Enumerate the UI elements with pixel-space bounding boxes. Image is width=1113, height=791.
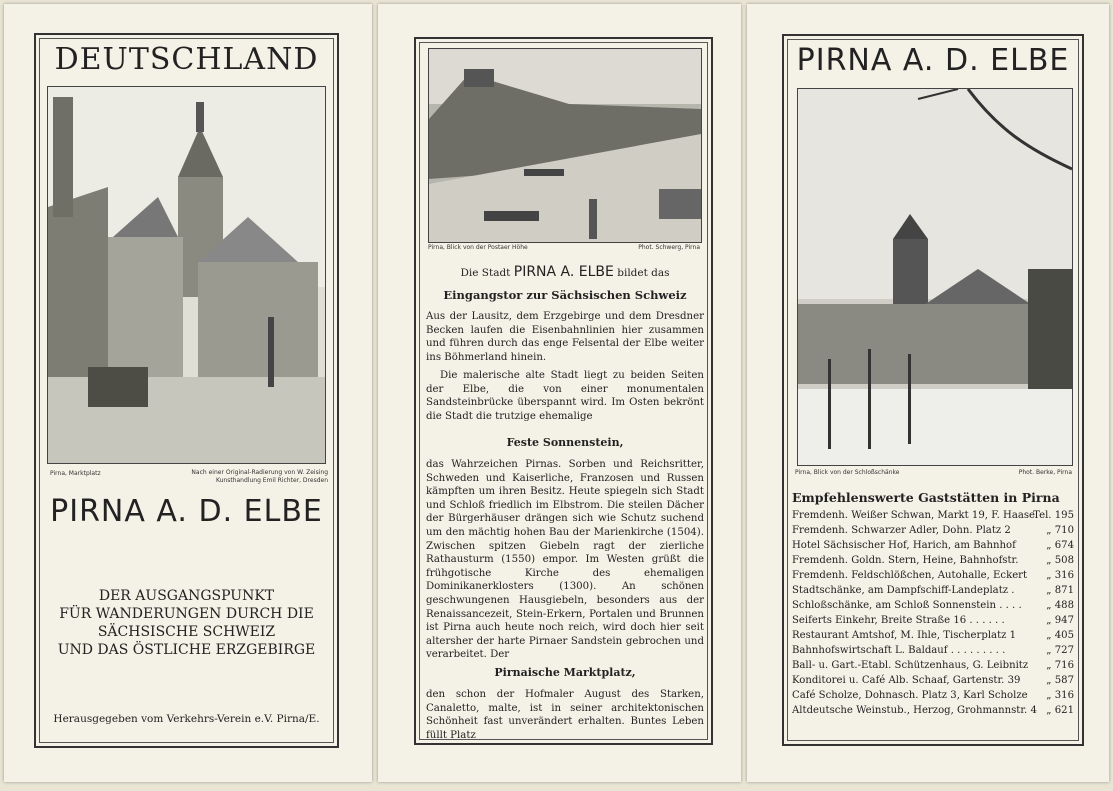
intro-line	[425, 264, 705, 280]
entry-name: Seiferts Einkehr, Breite Straße 16 . . . . . .	[792, 615, 1005, 626]
list-item	[792, 568, 1074, 583]
entry-name: Ball- u. Gart.-Etabl. Schützenhaus, G. Leibnitz	[792, 660, 1029, 671]
river-caption-left: Pirna, Blick von der Postaer Höhe	[428, 244, 528, 251]
heading-feste-sonnenstein: Feste Sonnenstein,	[506, 436, 624, 449]
gasthaeuser-list-title: Empfehlenswerte Gaststätten in Pirna	[792, 490, 1060, 505]
cover-subtitle-line-4: UND DAS ÖSTLICHE ERZGEBIRGE	[57, 642, 316, 658]
paragraph-2: Die malerische alte Stadt liegt zu beiden Seiten der Elbe, die von einer monumentalen Sandsteinbrücke überspannt wird. Im Osten bekrönt die Stadt die trutzige ehemalige	[426, 370, 704, 422]
entry-name: Café Scholze, Dohnasch. Platz 3, Karl Scholze	[792, 690, 1028, 701]
river-illustration	[429, 49, 701, 242]
entry-name: Hotel Sächsischer Hof, Harich, am Bahnhof	[792, 540, 1016, 551]
entry-name: Konditorei u. Café Alb. Schaaf, Gartenstr. 39	[792, 675, 1021, 686]
panel3-title: PIRNA A. D. ELBE	[796, 43, 1070, 78]
cover-subtitle-line-2: FÜR WANDERUNGEN DURCH DIE	[59, 606, 314, 622]
entry-name: Fremdenh. Schwarzer Adler, Dohn. Platz 2	[792, 525, 1011, 536]
entry-tel: „ 488	[1046, 600, 1074, 611]
winter-caption-left: Pirna, Blick von der Schloßschänke	[795, 469, 900, 476]
intro-city-name: PIRNA A. ELBE	[513, 264, 614, 280]
cover-caption-right-1: Nach einer Original-Radierung von W. Zeising	[191, 469, 328, 476]
list-item	[792, 508, 1074, 523]
entry-name: Altdeutsche Weinstub., Herzog, Grohmannstr. 4	[792, 705, 1037, 716]
entry-tel: „ 508	[1046, 555, 1074, 566]
list-item	[792, 538, 1074, 553]
cover-subtitle-line-3: SÄCHSISCHE SCHWEIZ	[97, 624, 276, 640]
entry-name: Stadtschänke, am Dampfschiff-Landeplatz .	[792, 585, 1015, 596]
heading-marktplatz: Pirnaische Marktplatz,	[494, 666, 636, 679]
list-item	[792, 643, 1074, 658]
list-item	[792, 628, 1074, 643]
entry-tel: „ 727	[1046, 645, 1074, 656]
list-item	[792, 703, 1074, 718]
intro-pre: Die Stadt	[460, 267, 511, 279]
intro-post: bildet das	[617, 267, 670, 279]
list-item	[792, 583, 1074, 598]
list-item	[792, 673, 1074, 688]
entry-name: Fremdenh. Goldn. Stern, Heine, Bahnhofstr.	[792, 555, 1019, 566]
entry-tel: „ 674	[1046, 540, 1074, 551]
etching-illustration	[48, 87, 325, 463]
entry-tel: „ 405	[1046, 630, 1074, 641]
entry-tel: „ 316	[1046, 570, 1074, 581]
cover-caption-right-2: Kunsthandlung Emil Richter, Dresden	[215, 477, 328, 484]
entry-name: Schloßschänke, am Schloß Sonnenstein . . . .	[792, 600, 1022, 611]
paragraph-1: Aus der Lausitz, dem Erzgebirge und dem Dresdner Becken laufen die Eisenbahnlinien hier zusammen und führen durch das enge Felsental der Elbe weiter ins Böhmerland hinein.	[426, 311, 704, 363]
paragraph-3: das Wahrzeichen Pirnas. Sorben und Reichsritter, Schweden und Kaiserliche, Franzosen und Russen kämpften um ihren Besitz. Heute spiegeln sich Stadt und Schloß friedlich im Elbstrom. Die steilen Dächer der Bürgerhäuser drängen sich wie Schutz suchend um den mächtig hohen Bau der Marienkirche (1504). Zwischen spitzen Giebeln ragt der zierliche Rathausturm (1550) empor. Im Westen grüßt die frühgotische Kirche des ehemaligen Dominikanerklosters (1300). An schönen geschwungenen Hausgiebeln, besonders aus der Renaissancezeit, Stein-Erkern, Portalen und Brunnen ist Pirna auch heute noch reich, wird doch hier seit altersher der harte Pirnaer Sandstein gebrochen und verarbeitet. Der	[426, 459, 704, 661]
list-item	[792, 523, 1074, 538]
list-item	[792, 658, 1074, 673]
elbe-river-photo	[428, 48, 702, 243]
list-item	[792, 613, 1074, 628]
cover-publisher: Herausgegeben vom Verkehrs-Verein e.V. Pirna/E.	[53, 713, 320, 725]
entry-tel: „ 947	[1046, 615, 1074, 626]
cover-subtitle-line-1: DER AUSGANGSPUNKT	[98, 588, 275, 604]
cover-heading: DEUTSCHLAND	[54, 42, 319, 77]
entry-tel: „ 621	[1046, 705, 1074, 716]
entry-tel: „ 710	[1046, 525, 1074, 536]
cover-title: PIRNA A. D. ELBE	[50, 494, 323, 529]
entry-tel: Tel. 195	[1033, 510, 1074, 521]
list-item	[792, 598, 1074, 613]
paragraph-4: den schon der Hofmaler August des Starken, Canaletto, malte, ist in seiner architektonischen Schönheit fast unverändert erhalten. Buntes Leben füllt Platz	[426, 689, 704, 741]
entry-tel: „ 871	[1046, 585, 1074, 596]
winter-caption-right: Phot. Berke, Pirna	[1018, 469, 1072, 476]
entry-tel: „ 587	[1046, 675, 1074, 686]
entry-name: Fremdenh. Weißer Schwan, Markt 19, F. Haase	[792, 510, 1036, 521]
list-item	[792, 553, 1074, 568]
intro-bold-heading: Eingangstor zur Sächsischen Schweiz	[443, 288, 687, 302]
entry-name: Restaurant Amtshof, M. Ihle, Tischerplatz 1	[792, 630, 1017, 641]
winter-view-illustration	[798, 89, 1072, 465]
entry-name: Fremdenh. Feldschlößchen, Autohalle, Eckert	[792, 570, 1028, 581]
entry-tel: „ 716	[1046, 660, 1074, 671]
cover-caption-left: Pirna, Marktplatz	[50, 470, 101, 477]
gasthaeuser-list	[792, 508, 1074, 718]
entry-name: Bahnhofswirtschaft L. Baldauf . . . . . . . . .	[792, 645, 1006, 656]
river-caption-right: Phot. Schwerg, Pirna	[638, 244, 700, 251]
entry-tel: „ 316	[1046, 690, 1074, 701]
marketplace-etching	[47, 86, 326, 464]
schlossschaenke-photo	[797, 88, 1073, 466]
list-item	[792, 688, 1074, 703]
